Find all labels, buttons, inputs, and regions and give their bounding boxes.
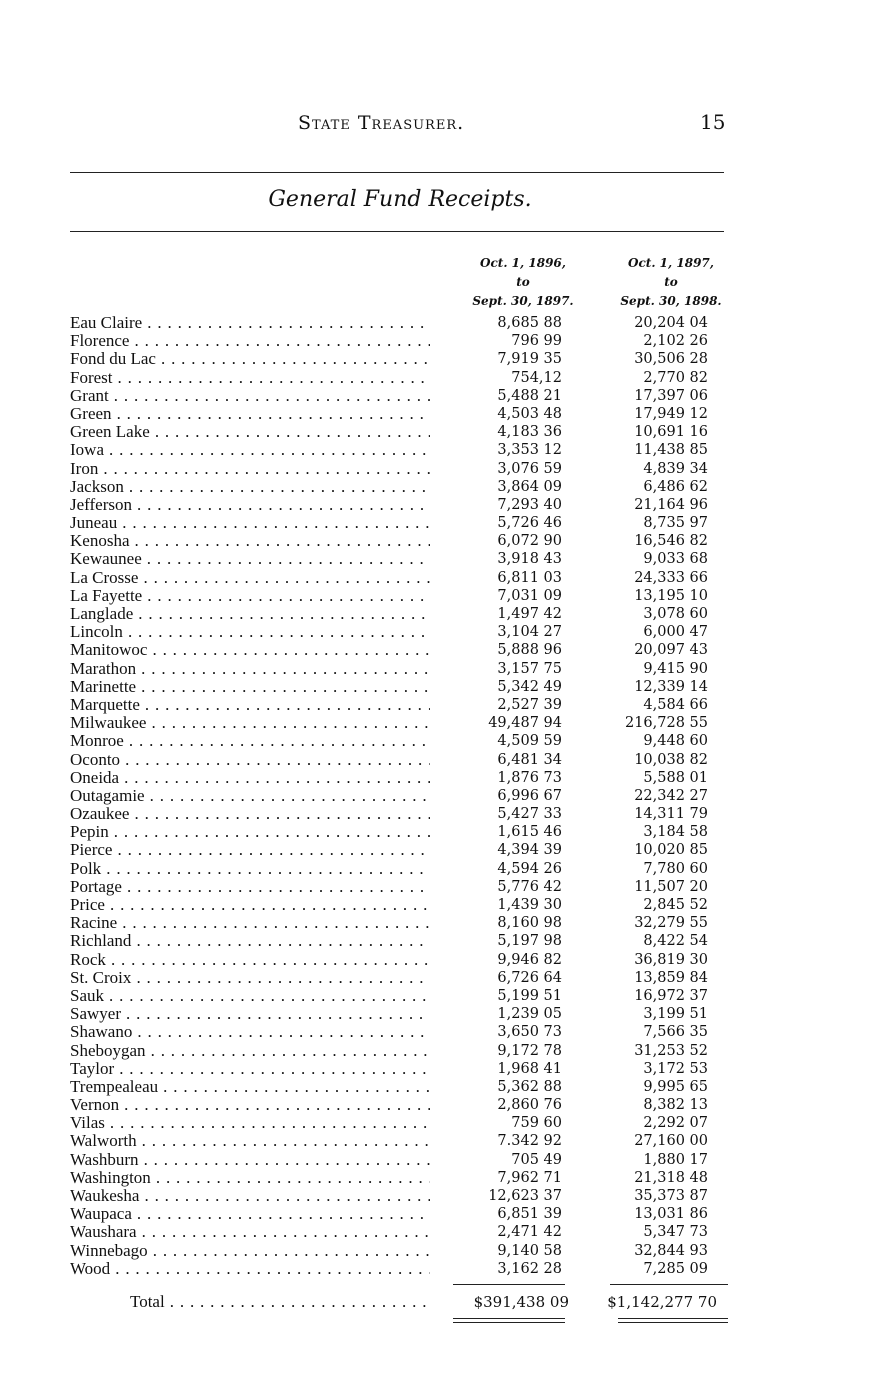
table-row (70, 350, 750, 368)
receipt-1897: 4,503 48 (497, 405, 562, 422)
receipt-1897: 4,509 59 (497, 733, 562, 750)
county-name: Trempealeau . . . (70, 1078, 430, 1096)
receipt-1898: 13,859 84 (634, 969, 708, 986)
receipt-1897: 7,962 71 (497, 1169, 562, 1186)
table-row (70, 969, 750, 987)
county-name: Marquette . . . (70, 696, 430, 714)
county-name: Vilas . . . (70, 1114, 430, 1132)
table-row (70, 896, 750, 914)
table-row (70, 441, 750, 459)
column-header-1897-1898 (606, 254, 736, 311)
receipt-1898: 32,844 93 (634, 1242, 708, 1259)
receipt-1897: 9,172 78 (497, 1042, 562, 1059)
table-row (70, 914, 750, 932)
county-name: Waupaca . . . (70, 1205, 430, 1223)
table-row (70, 641, 750, 659)
receipt-1898: 6,000 47 (643, 624, 708, 641)
table-row (70, 478, 750, 496)
receipt-1898: 24,333 66 (634, 569, 708, 586)
receipt-1897: 5,427 33 (497, 806, 562, 823)
column-header-1896-1897 (458, 254, 588, 311)
receipt-1898: 9,033 68 (643, 551, 708, 568)
receipt-1897: 4,594 26 (497, 860, 562, 877)
county-name: Kenosha . . . (70, 532, 430, 550)
county-name: Florence . . . (70, 332, 430, 350)
table-row (70, 1096, 750, 1114)
county-name: Winnebago . . . (70, 1242, 430, 1260)
receipt-1898: 20,097 43 (634, 642, 708, 659)
receipt-1897: 3,353 12 (497, 442, 562, 459)
table-row (70, 1242, 750, 1260)
column-header-line: Oct. 1, 1896, (480, 256, 566, 270)
table-row (70, 569, 750, 587)
receipt-1898: 22,342 27 (634, 787, 708, 804)
county-name: Polk . . . (70, 860, 430, 878)
receipt-1897: 1,615 46 (497, 824, 562, 841)
receipt-1898: 16,972 37 (634, 987, 708, 1004)
table-row (70, 1132, 750, 1150)
table-row (70, 369, 750, 387)
county-name: St. Croix . . . (70, 969, 430, 987)
table-row (70, 660, 750, 678)
receipt-1897: 1,876 73 (497, 769, 562, 786)
county-name: Taylor . . . (70, 1060, 430, 1078)
county-name: Lincoln . . . (70, 623, 430, 641)
total-amount-1898: $1,142,277 70 (607, 1293, 717, 1311)
table-row (70, 550, 750, 568)
receipt-1897: 7,919 35 (497, 351, 562, 368)
running-head: State Treasurer. (298, 112, 465, 134)
county-name: Grant . . . (70, 387, 430, 405)
receipt-1897: 9,946 82 (497, 951, 562, 968)
receipt-1897: 5,888 96 (497, 642, 562, 659)
table-row (70, 1005, 750, 1023)
county-name: Sheboygan . . . (70, 1042, 430, 1060)
county-name: Waushara . . . (70, 1223, 430, 1241)
receipt-1898: 32,279 55 (634, 915, 708, 932)
receipt-1897: 6,996 67 (497, 787, 562, 804)
county-name: Oneida . . . (70, 769, 430, 787)
receipt-1898: 9,415 90 (643, 660, 708, 677)
table-row (70, 787, 750, 805)
county-name: Washburn . . . (70, 1151, 430, 1169)
receipt-1897: 8,160 98 (497, 915, 562, 932)
receipt-1897: 7,031 09 (497, 587, 562, 604)
table-row (70, 387, 750, 405)
receipt-1898: 16,546 82 (634, 533, 708, 550)
county-name: Manitowoc . . . (70, 641, 430, 659)
table-row (70, 605, 750, 623)
table-row (70, 678, 750, 696)
receipt-1898: 8,735 97 (643, 515, 708, 532)
table-row (70, 587, 750, 605)
receipt-1897: 6,481 34 (497, 751, 562, 768)
total-rule (453, 1284, 565, 1285)
receipt-1898: 7,566 35 (643, 1024, 708, 1041)
county-name: Iowa . . . (70, 441, 430, 459)
table-row (70, 732, 750, 750)
receipt-1898: 3,078 60 (643, 606, 708, 622)
county-name: Marathon . . . (70, 660, 430, 678)
receipt-1897: 1,439 30 (497, 897, 562, 913)
receipt-1897: 2,471 42 (497, 1224, 562, 1241)
total-amount-1897: $391,438 09 (473, 1293, 569, 1311)
receipt-1898: 3,199 51 (643, 1006, 708, 1023)
table-row (70, 987, 750, 1005)
county-name: Jackson . . . (70, 478, 430, 496)
county-name: Pierce . . . (70, 841, 430, 859)
table-row (70, 1023, 750, 1041)
receipt-1897: 1,239 05 (497, 1006, 562, 1023)
receipt-1898: 5,588 01 (643, 769, 708, 786)
total-label: Total . . . (130, 1292, 430, 1312)
receipt-1898: 30,506 28 (634, 351, 708, 368)
county-name: Juneau . . . (70, 514, 430, 532)
county-name: Sawyer . . . (70, 1005, 430, 1023)
column-header-line: Sept. 30, 1897. (472, 294, 574, 308)
receipt-1897: 5,342 49 (497, 678, 562, 695)
county-name: Ozaukee . . . (70, 805, 430, 823)
total-rule (610, 1284, 728, 1285)
receipt-1898: 21,318 48 (634, 1169, 708, 1186)
table-row (70, 460, 750, 478)
receipt-1897: 4,183 36 (497, 424, 562, 441)
receipt-1898: 4,584 66 (643, 696, 708, 713)
table-row (70, 423, 750, 441)
receipt-1897: 5,199 51 (497, 987, 562, 1004)
county-name: La Fayette . . . (70, 587, 430, 605)
receipt-1897: 705 49 (511, 1151, 562, 1168)
receipt-1897: 754,12 (511, 369, 562, 386)
receipt-1897: 3,650 73 (497, 1024, 562, 1041)
receipt-1897: 7,293 40 (497, 496, 562, 513)
county-name: Langlade . . . (70, 605, 430, 623)
receipt-1897: 7.342 92 (497, 1133, 562, 1150)
table-row (70, 696, 750, 714)
receipt-1897: 5,197 98 (497, 933, 562, 950)
table-row (70, 1205, 750, 1223)
table-row (70, 1223, 750, 1241)
receipt-1898: 10,691 16 (634, 424, 708, 441)
double-rule (453, 1318, 565, 1323)
table-row (70, 878, 750, 896)
receipt-1897: 1,968 41 (497, 1060, 562, 1077)
receipt-1898: 10,038 82 (634, 751, 708, 768)
receipt-1898: 36,819 30 (634, 951, 708, 968)
table-row (70, 532, 750, 550)
receipt-1897: 4,394 39 (497, 842, 562, 859)
table-row (70, 514, 750, 532)
receipt-1897: 3,157 75 (497, 660, 562, 677)
county-name: Milwaukee . . . (70, 714, 430, 732)
receipt-1898: 27,160 00 (634, 1133, 708, 1150)
table-row (70, 951, 750, 969)
county-name: Outagamie . . . (70, 787, 430, 805)
receipt-1897: 1,497 42 (497, 606, 562, 622)
table-row (70, 405, 750, 423)
receipt-1898: 35,373 87 (634, 1188, 708, 1204)
receipt-1898: 17,397 06 (634, 387, 708, 404)
county-name: Green Lake . . . (70, 423, 430, 441)
table-row (70, 623, 750, 641)
table-row (70, 1042, 750, 1060)
table-row (70, 1060, 750, 1078)
receipt-1897: 2,860 76 (497, 1097, 562, 1114)
table-row (70, 1169, 750, 1187)
county-name: Portage . . . (70, 878, 430, 896)
receipt-1898: 8,382 13 (643, 1097, 708, 1114)
county-name: Price . . . (70, 896, 430, 914)
receipt-1898: 2,770 82 (643, 369, 708, 386)
county-name: Washington . . . (70, 1169, 430, 1187)
receipt-1898: 7,780 60 (643, 860, 708, 877)
county-name: Eau Claire . . . (70, 314, 430, 332)
receipt-1897: 3,104 27 (497, 624, 562, 641)
county-name: Kewaunee . . . (70, 550, 430, 568)
county-name: Green . . . (70, 405, 430, 423)
receipt-1898: 12,339 14 (634, 678, 708, 695)
receipt-1898: 3,184 58 (643, 824, 708, 841)
section-title: General Fund Receipts. (268, 187, 532, 212)
page-number: 15 (700, 110, 726, 134)
table-row (70, 1187, 750, 1205)
receipt-1897: 3,864 09 (497, 478, 562, 495)
table-row (70, 1078, 750, 1096)
receipt-1898: 1,880 17 (643, 1151, 708, 1168)
table-row (70, 496, 750, 514)
receipt-1898: 9,448 60 (643, 733, 708, 750)
county-name: Fond du Lac . . . (70, 350, 430, 368)
table-row (70, 1114, 750, 1132)
receipt-1897: 6,811 03 (497, 569, 562, 586)
county-name: Sauk . . . (70, 987, 430, 1005)
table-row (70, 769, 750, 787)
county-name: Jefferson . . . (70, 496, 430, 514)
column-header-line: to (664, 275, 678, 289)
column-header-line: to (516, 275, 530, 289)
county-name: Pepin . . . (70, 823, 430, 841)
receipt-1898: 9,995 65 (643, 1078, 708, 1095)
receipt-1898: 6,486 62 (643, 478, 708, 495)
receipt-1897: 6,726 64 (497, 969, 562, 986)
table-row (70, 860, 750, 878)
receipt-1897: 796 99 (511, 333, 562, 350)
table-row (70, 332, 750, 350)
county-name: Waukesha . . . (70, 1187, 430, 1205)
title-rule (70, 231, 724, 232)
receipt-1898: 3,172 53 (643, 1060, 708, 1077)
county-name: Forest . . . (70, 369, 430, 387)
receipt-1898: 4,839 34 (643, 460, 708, 477)
receipt-1898: 31,253 52 (634, 1042, 708, 1059)
county-name: Shawano . . . (70, 1023, 430, 1041)
table-row (70, 1151, 750, 1169)
receipt-1897: 3,076 59 (497, 460, 562, 477)
table-row (70, 823, 750, 841)
county-name: Oconto . . . (70, 751, 430, 769)
column-header-line: Sept. 30, 1898. (620, 294, 722, 308)
receipt-1898: 10,020 85 (634, 842, 708, 859)
receipt-1897: 6,851 39 (497, 1206, 562, 1223)
county-name: Wood . . . (70, 1260, 430, 1278)
receipt-1898: 8,422 54 (643, 933, 708, 950)
receipt-1897: 8,685 88 (497, 315, 562, 331)
receipt-1898: 21,164 96 (634, 496, 708, 513)
county-name: Racine . . . (70, 914, 430, 932)
receipt-1897: 5,776 42 (497, 878, 562, 895)
receipt-1898: 2,845 52 (643, 897, 708, 913)
receipt-1897: 5,488 21 (497, 387, 562, 404)
receipt-1897: 9,140 58 (497, 1242, 562, 1259)
table-row (70, 751, 750, 769)
top-rule (70, 172, 724, 173)
table-row (70, 714, 750, 732)
receipt-1897: 3,918 43 (497, 551, 562, 568)
receipt-1898: 17,949 12 (634, 405, 708, 422)
table-row (70, 1260, 750, 1278)
total-row (70, 1292, 750, 1312)
receipt-1898: 11,507 20 (634, 878, 708, 895)
county-name: Richland . . . (70, 932, 430, 950)
receipt-1898: 2,102 26 (643, 333, 708, 350)
table-row (70, 932, 750, 950)
receipt-1897: 759 60 (511, 1115, 562, 1132)
column-header-line: Oct. 1, 1897, (628, 256, 714, 270)
receipt-1898: 7,285 09 (643, 1260, 708, 1277)
receipt-1897: 12,623 37 (488, 1188, 562, 1204)
receipt-1898: 20,204 04 (634, 315, 708, 331)
receipt-1897: 5,362 88 (497, 1078, 562, 1095)
county-name: Rock . . . (70, 951, 430, 969)
receipt-1897: 2,527 39 (497, 696, 562, 713)
receipt-1898: 13,195 10 (634, 587, 708, 604)
county-name: Marinette . . . (70, 678, 430, 696)
receipt-1898: 13,031 86 (634, 1206, 708, 1223)
receipt-1897: 49,487 94 (488, 715, 562, 732)
receipt-1898: 216,728 55 (624, 715, 708, 732)
table-row (70, 841, 750, 859)
receipts-table (70, 314, 750, 1278)
county-name: Walworth . . . (70, 1132, 430, 1150)
county-name: La Crosse . . . (70, 569, 430, 587)
receipt-1897: 6,072 90 (497, 533, 562, 550)
receipt-1897: 3,162 28 (497, 1260, 562, 1277)
table-row (70, 805, 750, 823)
table-row (70, 314, 750, 332)
receipt-1898: 2,292 07 (643, 1115, 708, 1132)
double-rule (618, 1318, 728, 1323)
county-name: Iron . . . (70, 460, 430, 478)
county-name: Monroe . . . (70, 732, 430, 750)
receipt-1898: 11,438 85 (634, 442, 708, 459)
receipt-1898: 14,311 79 (634, 806, 708, 823)
receipt-1897: 5,726 46 (497, 515, 562, 532)
county-name: Vernon . . . (70, 1096, 430, 1114)
receipt-1898: 5,347 73 (643, 1224, 708, 1241)
